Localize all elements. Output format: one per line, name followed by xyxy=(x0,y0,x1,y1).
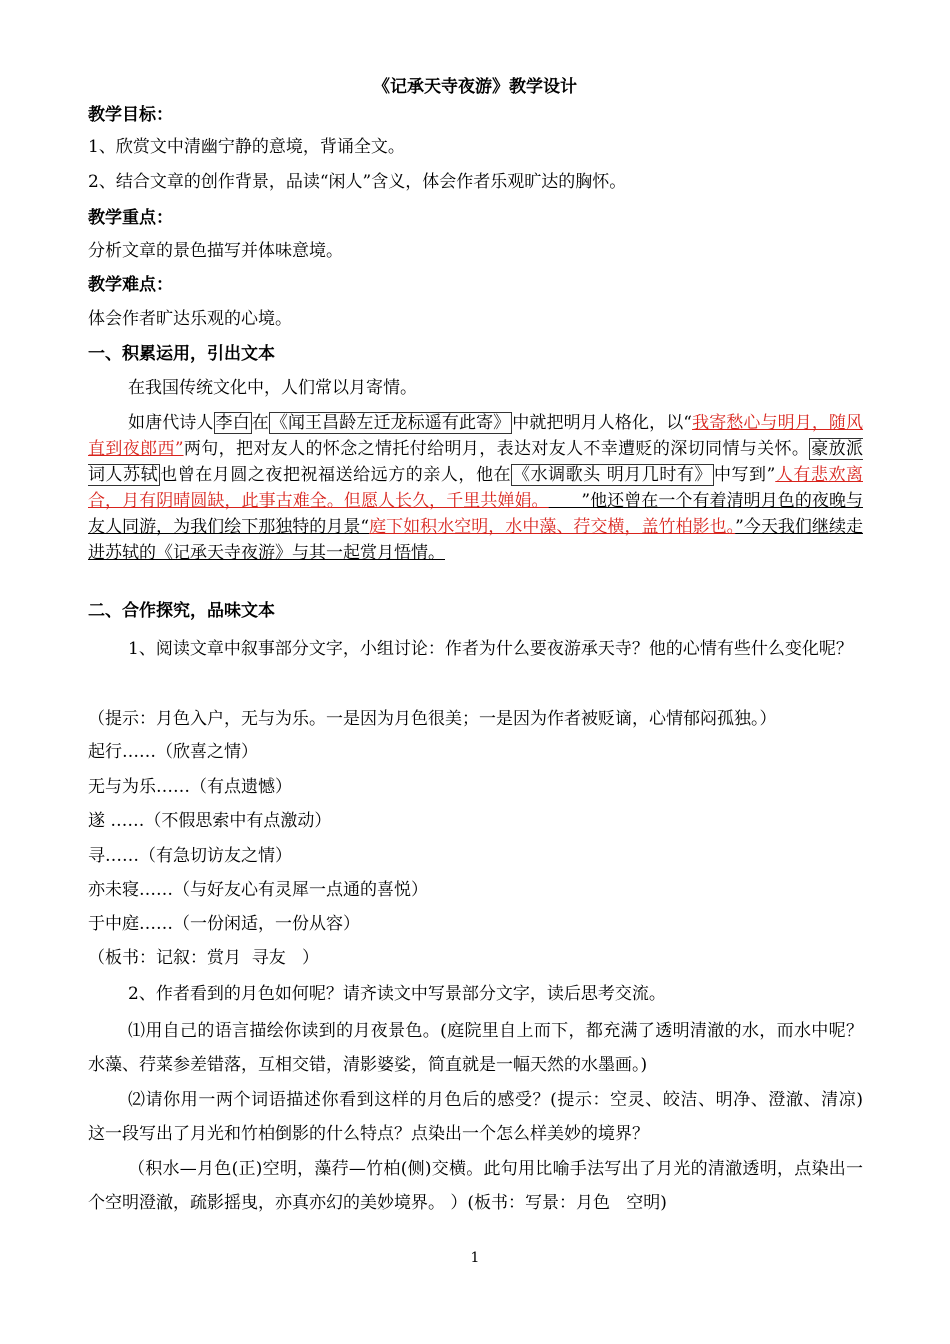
board-note-1: （板书：记叙：赏月 寻友 ） xyxy=(88,948,320,968)
answer-text: （积水—月色(正)空明，藻荇—竹柏(侧)交横。此句用比喻手法写出了月光的清澈透明，点染出一个空明澄澈，疏影摇曳，亦真亦幻的美妙境界。 ）(板书：写景：月色 空明) xyxy=(88,1159,863,1213)
para-text: 如唐代诗人 xyxy=(128,413,214,433)
poet-li-bai: 李白 xyxy=(215,413,250,433)
question-1-text: 1、阅读文章中叙事部分文字，小组讨论：作者为什么要夜游承天寺？他的心情有些什么变化呢？ xyxy=(128,639,853,659)
para-text: ”今天我们继续走进苏轼的《记承天寺夜游》与其一起赏月悟情。 xyxy=(88,517,863,563)
section-1-heading: 一、积累运用，引出文本 xyxy=(88,344,275,364)
quote-2: 人有悲欢离合，月有阴晴圆缺，此事古难全。但愿人长久，千里共婵娟。 xyxy=(88,465,863,511)
question-2: 2、作者看到的月色如何呢？请齐读文中写景部分文字，读后思考交流。 xyxy=(128,984,666,1004)
section-1-intro: 在我国传统文化中，人们常以月寄情。 xyxy=(128,378,417,398)
para-text: 也曾在月圆之夜把祝福送给远方的亲人，他在 xyxy=(160,465,512,485)
section-1-paragraph xyxy=(88,410,863,566)
poet-su-shi: 豪放派词人苏轼 xyxy=(88,439,863,485)
section-2-heading: 二、合作探究，品味文本 xyxy=(88,601,275,621)
list-item: 亦未寝……（与好友心有灵犀一点通的喜悦） xyxy=(88,880,428,900)
poem-title-1: 《闻王昌龄左迁龙标遥有此寄》 xyxy=(270,413,511,433)
poem-title-2: 《水调歌头 明月几时有》 xyxy=(513,465,712,485)
list-item: 寻……（有急切访友之情） xyxy=(88,846,292,866)
list-item: 遂 ……（不假思索中有点激动） xyxy=(88,811,332,831)
list-item: 于中庭……（一份闲适，一份从容） xyxy=(88,914,360,934)
document-title: 《记承天寺夜游》教学设计 xyxy=(373,77,577,97)
question-1 xyxy=(88,632,863,666)
para-text: ”他还曾在一个有着清明月色的夜晚与友人同游，为我们绘下那独特的月景“ xyxy=(88,491,863,537)
goals-heading: 教学目标： xyxy=(88,105,173,125)
question-2-2-text: ⑵请你用一两个词语描述你看到这样的月色后的感受？(提示：空灵、皎洁、明净、澄澈、清凉) 这一段写出了月光和竹柏倒影的什么特点？点染出一个怎么样美妙的境界？ xyxy=(88,1090,874,1144)
para-text: 中写到” xyxy=(713,465,776,485)
quote-3: 庭下如积水空明，水中藻、荇交横，盖竹柏影也。 xyxy=(369,517,736,537)
question-2-1-text: ⑴用自己的语言描绘你读到的月夜景色。(庭院里自上而下，都充满了透明清澈的水，而水中呢？水藻、荇菜参差错落，互相交错，清影婆娑，简直就是一幅天然的水墨画。) xyxy=(88,1021,863,1075)
goal-1: 1、欣赏文中清幽宁静的意境，背诵全文。 xyxy=(88,137,405,157)
key-text: 分析文章的景色描写并体味意境。 xyxy=(88,241,343,261)
answer-block xyxy=(88,1152,863,1220)
hint-1: （提示：月色入户，无与为乐。一是因为月色很美；一是因为作者被贬谪，心情郁闷孤独。） xyxy=(88,709,777,729)
para-text: 中就把明月人格化，以“ xyxy=(512,413,692,433)
goal-2: 2、结合文章的创作背景，品读“闲人”含义，体会作者乐观旷达的胸怀。 xyxy=(88,172,627,192)
question-2-2 xyxy=(88,1083,874,1151)
difficulty-heading: 教学难点： xyxy=(88,275,173,295)
difficulty-text: 体会作者旷达乐观的心境。 xyxy=(88,309,292,329)
key-heading: 教学重点： xyxy=(88,208,173,228)
para-text: 在 xyxy=(251,413,269,433)
quote-1: 我寄愁心与明月，随风直到夜郎西” xyxy=(88,413,864,459)
para-text: 两句，把对友人的怀念之情托付给明月，表达对友人不幸遭贬的深切同情与关怀。 xyxy=(183,439,810,459)
question-2-1 xyxy=(88,1014,863,1082)
page-number: 1 xyxy=(470,1250,480,1266)
list-item: 无与为乐……（有点遗憾） xyxy=(88,777,292,797)
list-item: 起行……（欣喜之情） xyxy=(88,742,258,762)
